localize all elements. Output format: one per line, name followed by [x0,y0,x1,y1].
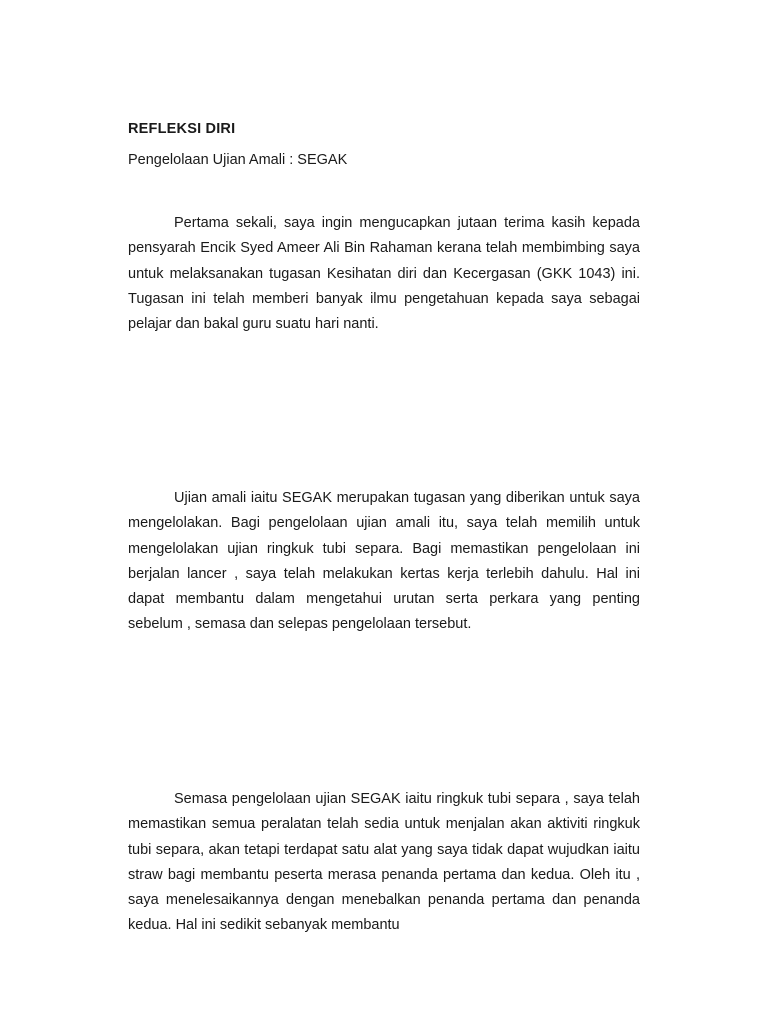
document-subtitle: Pengelolaan Ujian Amali : SEGAK [128,152,348,168]
paragraph-1: Pertama sekali, saya ingin mengucapkan jutaan terima kasih kepada pensyarah Encik Syed Ameer Ali Bin Rahaman kerana telah membimbing saya untuk melaksanakan tugasan Kesihatan diri dan Kecergasan (GKK 1043) ini. Tugasan ini telah memberi banyak ilmu pengetahuan kepada saya sebagai pelajar dan bakal guru suatu hari nanti. [128,215,640,333]
paragraph-3: Semasa pengelolaan ujian SEGAK iaitu ringkuk tubi separa , saya telah memastikan semua peralatan telah sedia untuk menjalan akan aktiviti ringkuk tubi separa, akan tetapi terdapat satu alat yang saya tidak dapat wujudkan iaitu straw bagi membantu peserta merasa penanda pertama dan kedua. Oleh itu , saya menelesaikannya dengan menebalkan penanda pertama dan penanda kedua. Hal ini sedikit sebanyak membantu [128,791,640,934]
document-title: REFLEKSI DIRI [128,121,236,137]
paragraph-2: Ujian amali iaitu SEGAK merupakan tugasan yang diberikan untuk saya mengelolakan. Bagi pengelolaan ujian amali itu, saya telah memilih untuk mengelolakan ujian ringkuk tubi separa. Bagi memastikan pengelolaan ini berjalan lancer , saya telah melakukan kertas kerja terlebih dahulu. Hal ini dapat membantu dalam mengetahui urutan serta perkara yang penting sebelum , semasa dan selepas pengelolaan tersebut. [128,490,640,633]
